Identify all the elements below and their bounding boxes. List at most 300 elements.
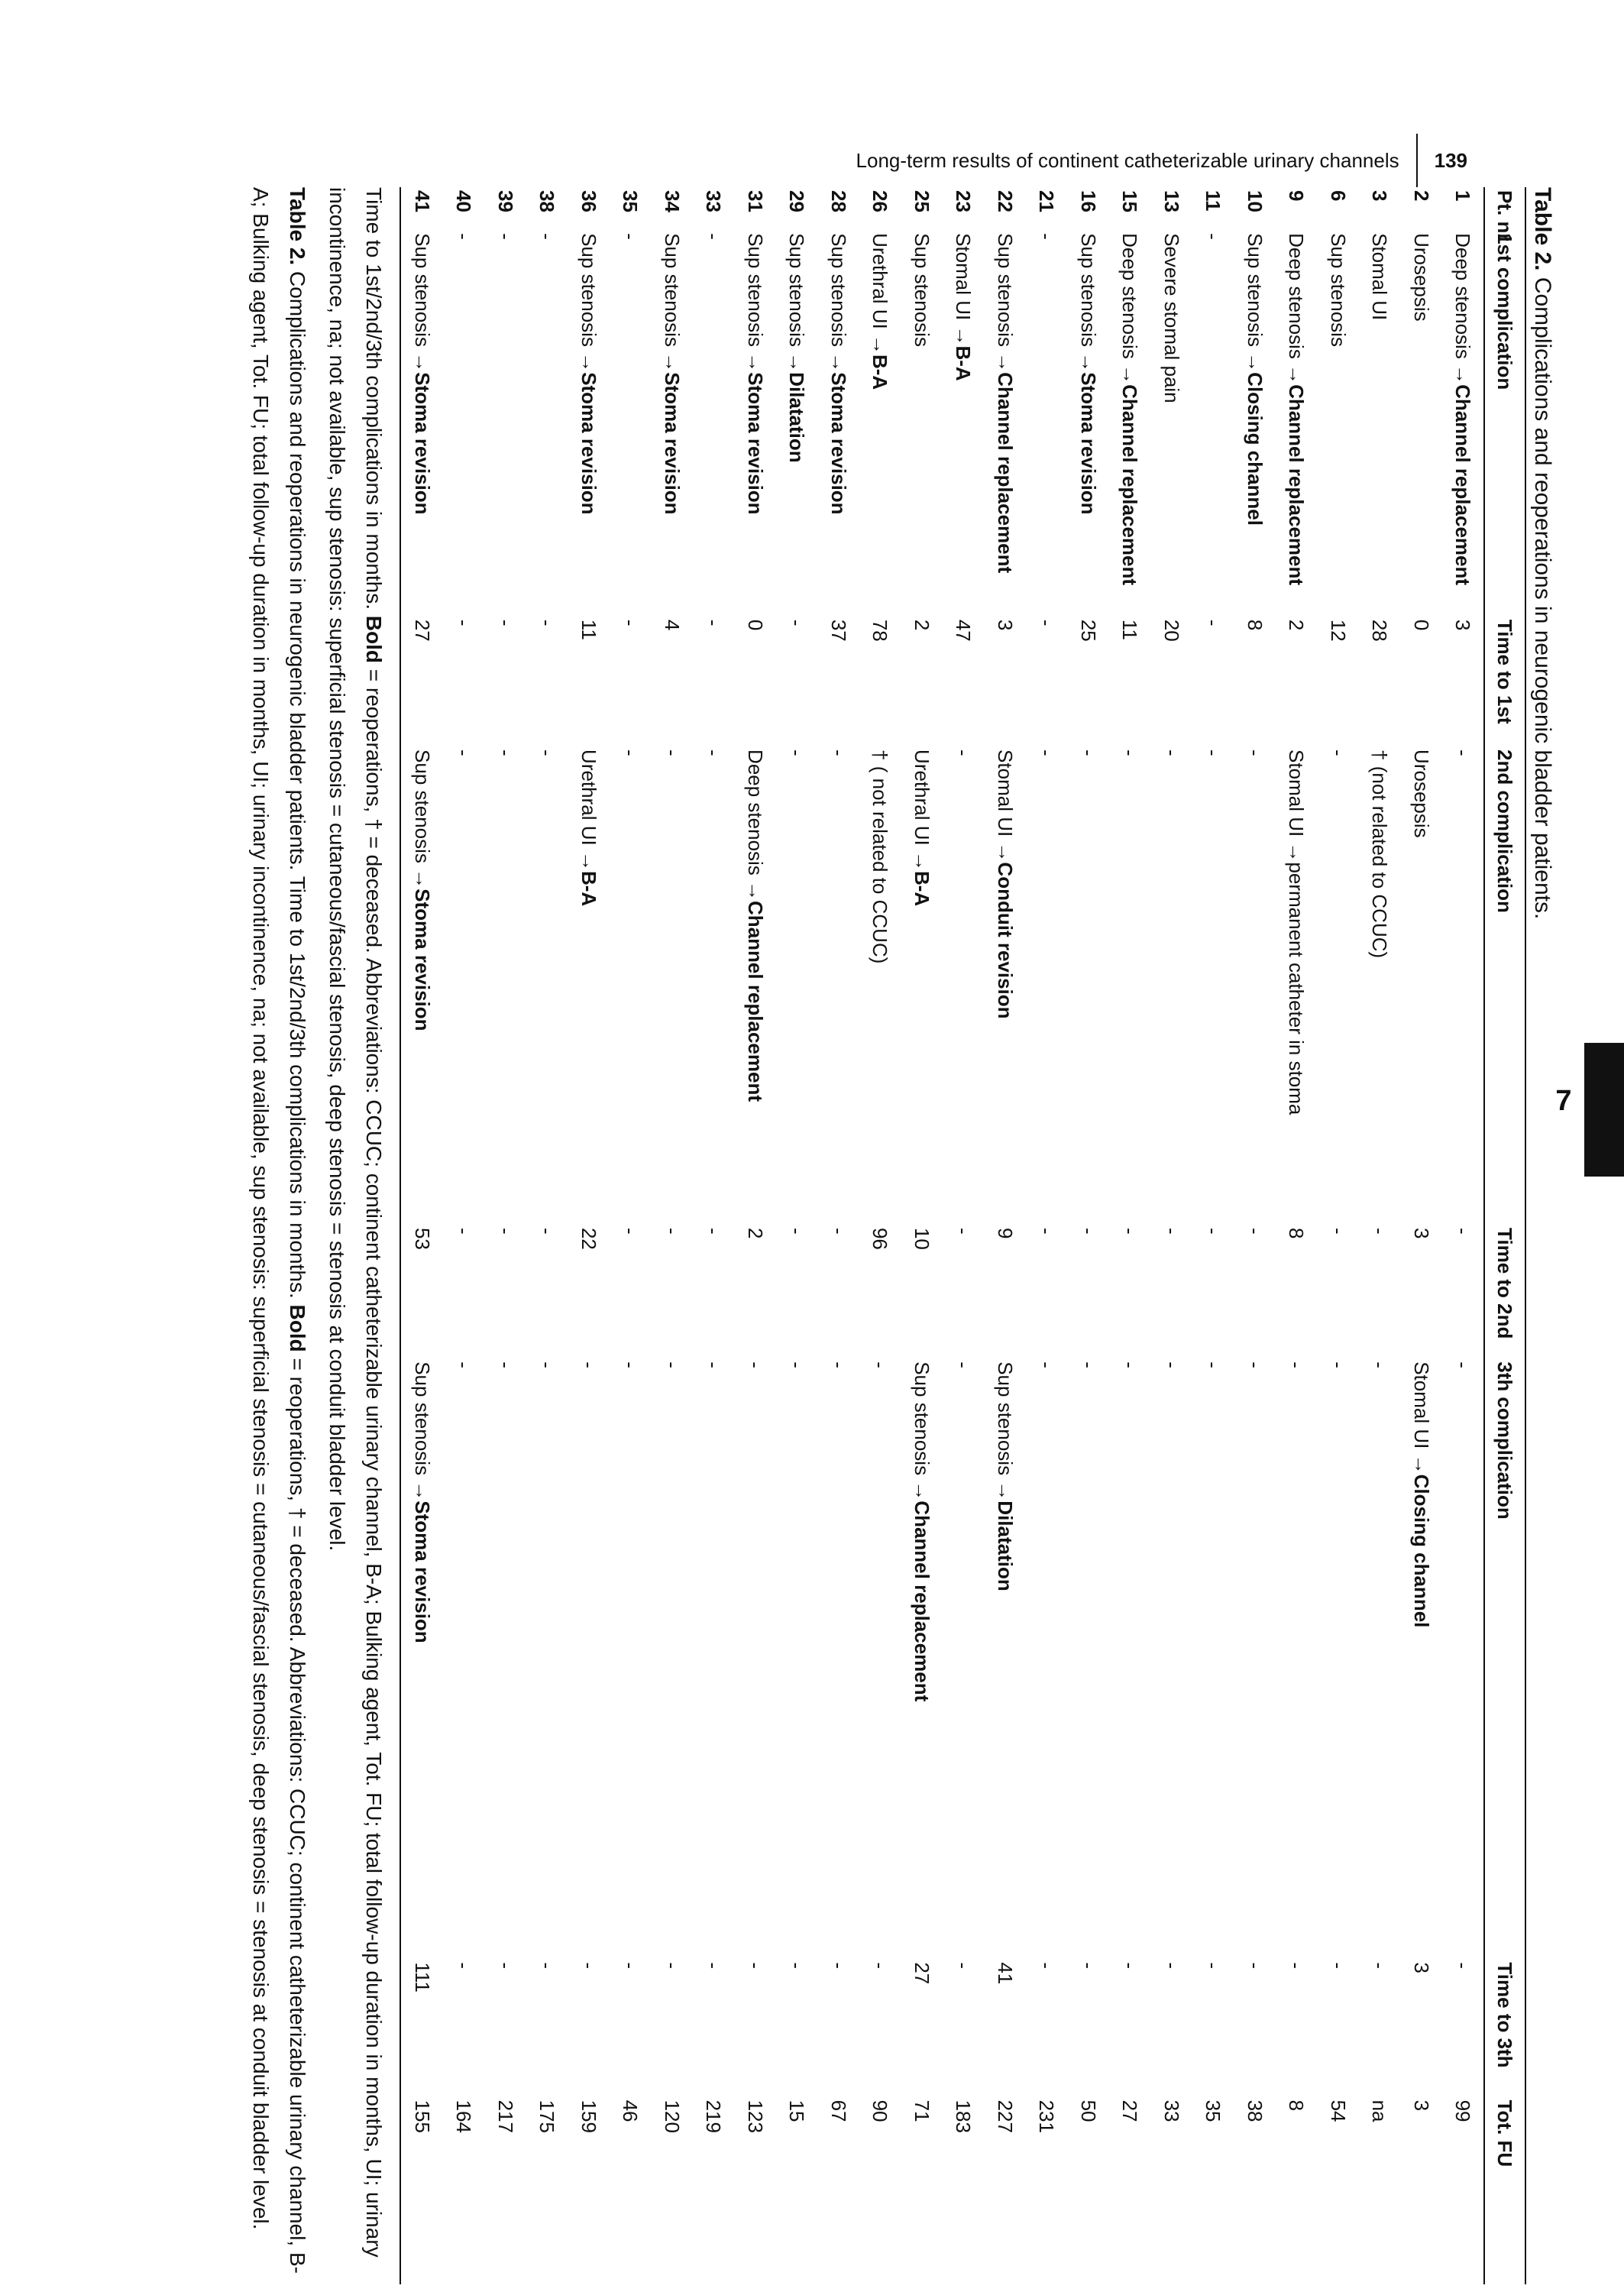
table-cell: 35: [1202, 2099, 1225, 2122]
table-cell: -: [702, 1361, 726, 1368]
table-cell: Urosepsis: [1409, 749, 1433, 838]
legend-label: Table 2.: [286, 187, 309, 266]
table-row: [1109, 187, 1151, 2284]
reoperation-text: Dilatation: [993, 1500, 1017, 1591]
table-cell: -: [702, 1227, 726, 1235]
table-row: [484, 187, 526, 2284]
patient-number-cell: 16: [1076, 190, 1100, 212]
patient-number-cell: 26: [869, 190, 892, 212]
table-cell: 38: [1243, 2099, 1267, 2122]
table-cell: 53: [410, 1227, 434, 1250]
table-cell: 2: [1285, 619, 1309, 631]
table-cell: 11: [1118, 619, 1142, 640]
table-cell: -: [702, 1962, 726, 1970]
table-row: [1067, 187, 1109, 2284]
reoperation-text: B-A: [869, 354, 892, 390]
column-header: 1st complication: [1493, 233, 1517, 390]
table-cell: 50: [1076, 2099, 1100, 2122]
table-cell: -: [535, 233, 559, 240]
cell-text: Deep stenosis →: [743, 749, 767, 902]
column-header: 3th complication: [1493, 1361, 1517, 1520]
cell-text: Deep stenosis →: [1451, 233, 1475, 385]
table-row: [776, 187, 818, 2284]
table-cell: -: [1451, 749, 1475, 756]
table-row: [610, 187, 652, 2284]
patient-number-cell: 1: [1451, 190, 1475, 202]
patient-number-cell: 23: [952, 190, 975, 212]
table-row: [1026, 187, 1068, 2284]
table-cell: -: [1202, 619, 1225, 626]
reoperation-text: Stoma revision: [410, 889, 434, 1031]
table-cell: 15: [785, 2099, 809, 2122]
table-cell: 111: [410, 1962, 434, 1993]
cell-text: Sup stenosis →: [410, 233, 434, 373]
table-cell: 231: [1035, 2099, 1059, 2133]
reoperation-text: Stoma revision: [410, 372, 434, 515]
table-cell: 41: [993, 1962, 1017, 1985]
column-header: Time to 3th: [1493, 1962, 1517, 2068]
running-header: [856, 134, 1467, 187]
table-cell: [776, 230, 818, 617]
table-cell: -: [785, 1227, 809, 1235]
table-cell: -: [743, 1962, 767, 1970]
table-cell: 27: [910, 1962, 933, 1985]
table-cell: -: [1035, 233, 1059, 240]
table-row: [568, 187, 610, 2284]
table-cell: -: [577, 1962, 600, 1970]
table-cell: 0: [743, 619, 767, 631]
table-cell: -: [535, 619, 559, 626]
column-header: Time to 2nd: [1493, 1227, 1517, 1339]
table-row: [1276, 187, 1318, 2284]
table-cell: -: [1368, 1227, 1392, 1235]
table-cell: [901, 746, 943, 1225]
table-cell: 96: [869, 1227, 892, 1250]
table-cell: -: [1035, 1227, 1059, 1235]
table-cell: -: [785, 1962, 809, 1970]
table-cell: -: [1118, 749, 1142, 756]
table-cell: 4: [660, 619, 684, 631]
table-cell: -: [1202, 233, 1225, 240]
patient-number-cell: 2: [1409, 190, 1433, 202]
chapter-tab: [1584, 1043, 1624, 1177]
table-cell: -: [619, 1962, 642, 1970]
reoperation-text: Stoma revision: [1076, 372, 1100, 515]
table-cell: [1067, 230, 1109, 617]
table-caption-label: Table 2.: [1530, 187, 1555, 271]
table-cell: -: [493, 619, 517, 626]
patient-number-cell: 15: [1118, 190, 1142, 212]
table-cell: -: [1118, 1361, 1142, 1368]
table-cell: Severe stomal pain: [1160, 233, 1183, 403]
table-cell: -: [493, 1962, 517, 1970]
table-cell: -: [1160, 1361, 1183, 1368]
reoperation-text: Channel replacement: [1118, 384, 1142, 586]
legend-bold: Bold: [286, 1304, 309, 1352]
cell-text: Urethral UI →: [577, 749, 600, 871]
table-cell: -: [1035, 619, 1059, 626]
table-cell: 3: [1451, 619, 1475, 631]
table-row: [817, 187, 859, 2284]
patient-number-cell: 38: [535, 190, 559, 212]
table-cell: -: [535, 749, 559, 756]
table-cell: 3: [1409, 1227, 1433, 1239]
table-cell: -: [452, 619, 476, 626]
column-header: Tot. FU: [1493, 2099, 1517, 2167]
table-cell: 20: [1160, 619, 1183, 642]
reoperation-text: Closing channel: [1243, 372, 1267, 526]
cell-text: Sup stenosis →: [993, 233, 1017, 373]
table-cell: -: [785, 749, 809, 756]
table-cell: 227: [993, 2099, 1017, 2133]
cell-text: Sup stenosis →: [1076, 233, 1100, 373]
table-cell: [859, 230, 901, 617]
table-cell: -: [1368, 1361, 1392, 1368]
patient-number-cell: 33: [702, 190, 726, 212]
table-row: [400, 187, 443, 2284]
table-cell: 120: [660, 2099, 684, 2133]
table-cell: 12: [1326, 619, 1350, 642]
table-cell: 123: [743, 2099, 767, 2133]
table-row: [443, 187, 485, 2284]
table-row: [651, 187, 693, 2284]
table-cell: -: [1368, 1962, 1392, 1970]
table-cell: -: [952, 1227, 975, 1235]
table-cell: 217: [493, 2099, 517, 2133]
cell-text: Sup stenosis →: [827, 233, 850, 373]
table-cell: [734, 746, 776, 1225]
cell-text: Stomal UI →: [952, 233, 975, 346]
cell-text: Urethral UI →: [869, 233, 892, 354]
table-row: [693, 187, 735, 2284]
patient-number-cell: 13: [1160, 190, 1183, 212]
table-cell: 8: [1243, 619, 1267, 631]
reoperation-text: Dilatation: [785, 372, 809, 463]
column-header: Time to 1st: [1493, 619, 1517, 724]
table-cell: -: [535, 1962, 559, 1970]
table-cell: -: [1076, 1962, 1100, 1970]
table-cell: 67: [827, 2099, 850, 2122]
table-cell: -: [1160, 749, 1183, 756]
table-cell: -: [452, 233, 476, 240]
table-cell: [1276, 230, 1318, 617]
reoperation-text: Stoma revision: [660, 372, 684, 515]
table-cell: Sup stenosis: [910, 233, 933, 347]
table-cell: 78: [869, 619, 892, 642]
table-cell: -: [952, 1361, 975, 1368]
table-cell: [400, 230, 443, 617]
table-cell: 27: [1118, 2099, 1142, 2122]
table-cell: -: [1243, 749, 1267, 756]
table-legend: [242, 187, 315, 2284]
patient-number-cell: 39: [493, 190, 517, 212]
table-cell: -: [743, 1361, 767, 1368]
patient-number-cell: 6: [1326, 190, 1350, 202]
table-cell: Urosepsis: [1409, 233, 1433, 322]
table-row: [1150, 187, 1192, 2284]
table-cell: -: [827, 749, 850, 756]
table-cell: 175: [535, 2099, 559, 2133]
table-row: [734, 187, 776, 2284]
table-cell: -: [827, 1361, 850, 1368]
table-cell: -: [702, 749, 726, 756]
table-cell: -: [785, 619, 809, 626]
page-number: 139: [1434, 148, 1467, 172]
table-cell: -: [1451, 1227, 1475, 1235]
table-cell: -: [1160, 1227, 1183, 1235]
table-row: [1317, 187, 1359, 2284]
table-footnote: [319, 187, 392, 2284]
table-cell: 25: [1076, 619, 1100, 642]
table-cell: -: [1243, 1962, 1267, 1970]
reoperation-text: Channel replacement: [743, 901, 767, 1102]
patient-number-cell: 29: [785, 190, 809, 212]
table-cell: 22: [577, 1227, 600, 1250]
table-row: [526, 187, 568, 2284]
table-cell: -: [1035, 1962, 1059, 1970]
reoperation-text: B-A: [952, 345, 975, 381]
complications-table: [400, 187, 1526, 2284]
table-cell: [984, 746, 1026, 1225]
table-cell: -: [1451, 1962, 1475, 1970]
patient-number-cell: 22: [993, 190, 1017, 212]
table-cell: -: [1202, 1227, 1225, 1235]
table-cell: -: [493, 233, 517, 240]
table-cell: -: [660, 1361, 684, 1368]
table-cell: -: [1285, 1361, 1309, 1368]
patient-number-cell: 31: [743, 190, 767, 212]
patient-number-cell: 40: [452, 190, 476, 212]
patient-number-cell: 28: [827, 190, 850, 212]
table-cell: -: [1202, 1962, 1225, 1970]
reoperation-text: Channel replacement: [993, 372, 1017, 574]
reoperation-text: Closing channel: [1409, 1474, 1433, 1628]
table-cell: † (not related to CCUC): [1368, 749, 1392, 959]
table-cell: na: [1368, 2099, 1392, 2122]
table-cell: -: [952, 749, 975, 756]
table-cell: -: [452, 1227, 476, 1235]
table-row: [1442, 187, 1485, 2284]
table-body: [400, 187, 1484, 2284]
chapter-number: 7: [1555, 1085, 1572, 1117]
table-cell: -: [1326, 749, 1350, 756]
table-cell: 99: [1451, 2099, 1475, 2122]
table-cell: -: [619, 233, 642, 240]
table-row: [943, 187, 985, 2284]
patient-number-cell: 34: [660, 190, 684, 212]
reoperation-text: B-A: [910, 870, 933, 907]
table-cell: -: [1118, 1962, 1142, 1970]
cell-text: Sup stenosis →: [660, 233, 684, 373]
table-cell: [400, 1358, 443, 1959]
cell-text: Sup stenosis →: [785, 233, 809, 373]
table-cell: [1442, 230, 1485, 617]
table-cell: -: [1118, 1227, 1142, 1235]
table-row: [1234, 187, 1276, 2284]
table-cell: -: [702, 619, 726, 626]
legend-text-1: Complications and reoperations in neurogenic bladder patients. Time to 1st/2nd/3th complications in months.: [286, 265, 309, 1305]
reoperation-text: Stoma revision: [577, 372, 600, 515]
table-cell: -: [1285, 1962, 1309, 1970]
table-cell: -: [660, 1962, 684, 1970]
rotated-table-page: [122, 187, 1558, 2284]
footnote-bold: Bold: [362, 615, 386, 663]
table-cell: Stomal UI: [1368, 233, 1392, 321]
table-cell: -: [619, 1361, 642, 1368]
table-cell: -: [1035, 749, 1059, 756]
patient-number-cell: 11: [1202, 190, 1225, 212]
table-cell: 9: [993, 1227, 1017, 1239]
table-cell: -: [660, 749, 684, 756]
reoperation-text: Stoma revision: [410, 1500, 434, 1643]
table-cell: 155: [410, 2099, 434, 2133]
table-cell: 11: [577, 619, 600, 640]
table-cell: -: [869, 1962, 892, 1970]
reoperation-text: Stoma revision: [827, 372, 850, 515]
table-cell: 3: [1409, 2099, 1433, 2112]
column-header: 2nd complication: [1493, 749, 1517, 913]
table-cell: [984, 1358, 1026, 1959]
table-cell: -: [452, 1962, 476, 1970]
table-cell: 3: [993, 619, 1017, 631]
reoperation-text: Channel replacement: [1285, 384, 1309, 586]
table-cell: 219: [702, 2099, 726, 2133]
cell-text: Sup stenosis →: [410, 1361, 434, 1501]
reoperation-text: Conduit revision: [993, 862, 1017, 1019]
table-cell: [568, 746, 610, 1225]
table-cell: [568, 230, 610, 617]
table-cell: 164: [452, 2099, 476, 2133]
table-cell: 0: [1409, 619, 1433, 631]
table-header-row: [1484, 187, 1525, 2284]
table-cell: -: [1035, 1361, 1059, 1368]
table-cell: [901, 1358, 943, 1959]
table-cell: 3: [1409, 1962, 1433, 1973]
table-cell: -: [1243, 1361, 1267, 1368]
table-row: [984, 187, 1026, 2284]
table-cell: -: [1076, 749, 1100, 756]
column-header: Pt. nr: [1493, 190, 1517, 241]
table-cell: -: [1326, 1227, 1350, 1235]
table-cell: 46: [619, 2099, 642, 2122]
table-cell: 8: [1285, 1227, 1309, 1239]
patient-number-cell: 10: [1243, 190, 1267, 212]
table-cell: 159: [577, 2099, 600, 2133]
table-cell: 47: [952, 619, 975, 642]
table-cell: -: [619, 749, 642, 756]
footnote-text-1: Time to 1st/2nd/3th complications in months.: [362, 187, 386, 616]
table-cell: -: [1076, 1227, 1100, 1235]
table-cell: 28: [1368, 619, 1392, 642]
table-cell: 37: [827, 619, 850, 642]
table-cell: 33: [1160, 2099, 1183, 2122]
table-cell: -: [452, 1361, 476, 1368]
patient-number-cell: 35: [619, 190, 642, 212]
table-cell: -: [535, 1227, 559, 1235]
legend-text-2: = reoperations, † = deceased. Abbreviations: CCUC; continent catheterizable urinary channel, B-A; Bulking agent, Tot. FU; total follow-up duration in months, UI; urinary incontinence, na; not available, sup stenosis: superficial stenosis = cutaneous/fascial stenosis, deep stenosis = stenosis at conduit bladder level.: [249, 187, 309, 2274]
table-caption: [1526, 187, 1558, 2284]
table-cell: -: [452, 749, 476, 756]
patient-number-cell: 3: [1368, 190, 1392, 202]
patient-number-cell: 21: [1035, 190, 1059, 212]
cell-text: Sup stenosis →: [993, 1361, 1017, 1501]
table-cell: -: [493, 1361, 517, 1368]
cell-text: Sup stenosis →: [1243, 233, 1267, 373]
table-cell: -: [493, 749, 517, 756]
table-cell: 183: [952, 2099, 975, 2133]
running-title: Long-term results of continent catheterizable urinary channels: [856, 148, 1399, 172]
table-cell: -: [1160, 1962, 1183, 1970]
cell-text: Urethral UI →: [910, 749, 933, 871]
patient-number-cell: 25: [910, 190, 933, 212]
table-cell: Sup stenosis: [1326, 233, 1350, 347]
table-cell: 27: [410, 619, 434, 642]
table-cell: -: [493, 1227, 517, 1235]
table-row: [859, 187, 901, 2284]
reoperation-text: B-A: [577, 870, 600, 907]
reoperation-text: Channel replacement: [910, 1500, 933, 1702]
table-cell: -: [619, 619, 642, 626]
table-cell: -: [785, 1361, 809, 1368]
table-cell: -: [869, 1361, 892, 1368]
table-cell: -: [619, 1227, 642, 1235]
table-cell: † ( not related to CCUC): [869, 749, 892, 964]
table-cell: 2: [743, 1227, 767, 1239]
table-cell: [1109, 230, 1151, 617]
table-row: [1359, 187, 1401, 2284]
table-cell: 54: [1326, 2099, 1350, 2122]
table-cell: [734, 230, 776, 617]
table-cell: [984, 230, 1026, 617]
patient-number-cell: 36: [577, 190, 600, 212]
table-cell: 8: [1285, 2099, 1309, 2112]
cell-text: Stomal UI →: [993, 749, 1017, 863]
reoperation-text: Stoma revision: [743, 372, 767, 515]
table-cell: 10: [910, 1227, 933, 1250]
table-cell: -: [1326, 1361, 1350, 1368]
table-cell: -: [1202, 749, 1225, 756]
cell-text: Stomal UI →permanent catheter in stoma: [1285, 749, 1309, 1115]
table-cell: -: [1326, 1962, 1350, 1970]
table-cell: [1400, 1358, 1442, 1959]
table-cell: 90: [869, 2099, 892, 2122]
table-cell: [400, 746, 443, 1225]
table-cell: 2: [910, 619, 933, 631]
table-cell: [943, 230, 985, 617]
table-cell: -: [535, 1361, 559, 1368]
table-row: [1400, 187, 1442, 2284]
table-cell: -: [577, 1361, 600, 1368]
table-cell: -: [1243, 1227, 1267, 1235]
cell-text: Stomal UI →: [1409, 1361, 1433, 1475]
cell-text: Deep stenosis →: [1118, 233, 1142, 385]
patient-number-cell: 9: [1285, 190, 1309, 202]
cell-text: Sup stenosis →: [577, 233, 600, 373]
patient-number-cell: 41: [410, 190, 434, 212]
table-cell: [651, 230, 693, 617]
table-cell: [1234, 230, 1276, 617]
cell-text: Sup stenosis →: [910, 1361, 933, 1501]
cell-text: Deep stenosis →: [1285, 233, 1309, 385]
table-cell: -: [1076, 1361, 1100, 1368]
cell-text: Sup stenosis →: [743, 233, 767, 373]
table-cell: [1276, 746, 1318, 1225]
table-cell: -: [1451, 1361, 1475, 1368]
table-cell: -: [827, 1227, 850, 1235]
table-cell: -: [660, 1227, 684, 1235]
table-row: [901, 187, 943, 2284]
table-caption-text: Complications and reoperations in neurogenic bladder patients.: [1530, 270, 1555, 920]
